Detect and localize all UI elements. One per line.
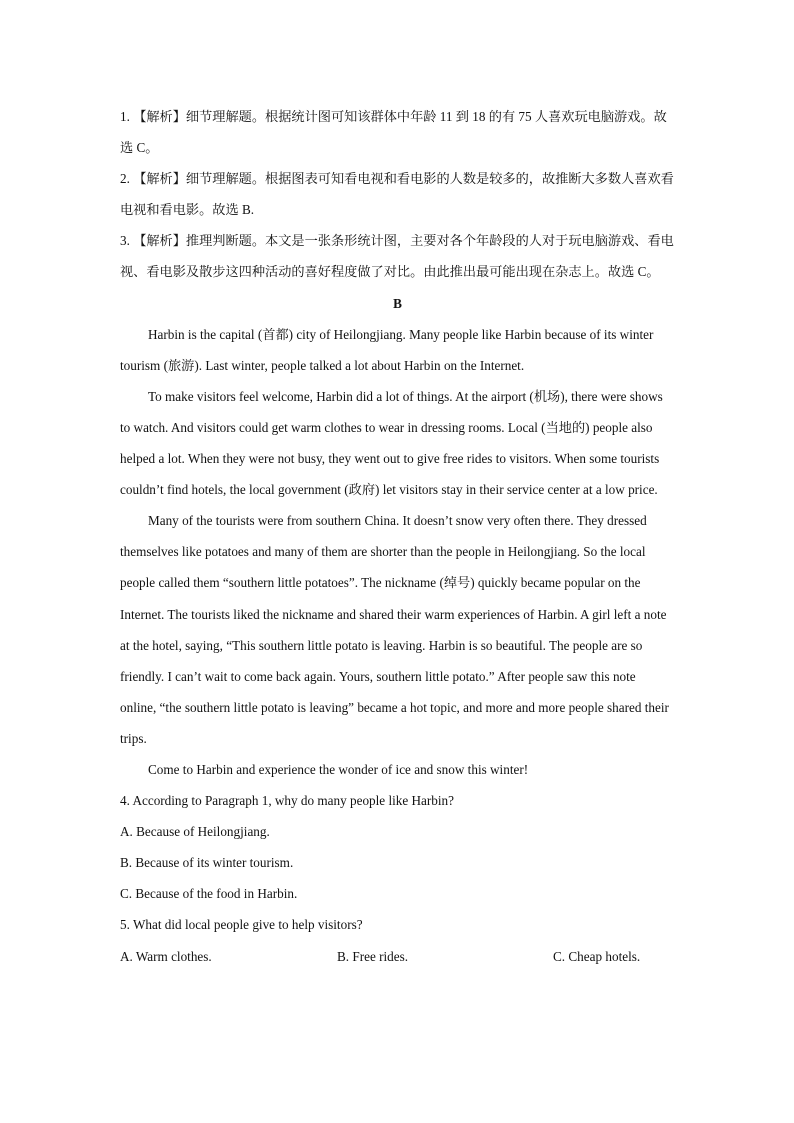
analysis-3: 3. 【解析】推理判断题。本文是一张条形统计图，主要对各个年龄段的人对于玩电脑游戏、看电视、看电影及散步这四种活动的喜好程度做了对比。由此推出最可能出现在杂志上。故选 C。 [120, 233, 674, 280]
document-page [120, 101, 675, 972]
passage-paragraph-1: Harbin is the capital (首都) city of Heilongjiang. Many people like Harbin because of its winter tourism (旅游). Last winter, people talked a lot about Harbin on the Internet. [120, 326, 654, 373]
question-4-option-c: C. Because of the food in Harbin. [120, 886, 298, 902]
passage-paragraph-2: To make visitors feel welcome, Harbin did a lot of things. At the airport (机场), there were shows to watch. And visitors could get warm clothes to wear in dressing rooms. Local (当地的) people also helped a lot. When they were not busy, they went out to give free rides to visitors. When some tourists couldn’t find hotels, the local government (政府) let visitors stay in their service center at a low price. [120, 388, 663, 498]
question-5-option-c: C. Cheap hotels. [553, 948, 641, 964]
section-label: B [393, 295, 402, 311]
passage-paragraph-3: Many of the tourists were from southern China. It doesn’t snow very often there. They dressed themselves like potatoes and many of them are shorter than the people in Heilongjiang. So the local people called them “southern little potatoes”. The nickname (绰号) quickly became popular on the Internet. The tourists liked the nickname and shared their warm experiences of Harbin. A girl left a note at the hotel, saying, “This southern little potato is leaving. Harbin is so beautiful. The people are so friendly. I can’t wait to come back again. Yours, southern little potato.” After people saw this note online, “the southern little potato is leaving” became a hot topic, and more and more people shared their trips. [120, 513, 669, 746]
question-4-stem: 4. According to Paragraph 1, why do many people like Harbin? [120, 793, 454, 809]
passage-paragraph-4: Come to Harbin and experience the wonder of ice and snow this winter! [148, 761, 529, 777]
question-4-option-a: A. Because of Heilongjiang. [120, 824, 270, 840]
question-5-option-a: A. Warm clothes. [120, 948, 212, 964]
question-5-option-b: B. Free rides. [337, 948, 409, 964]
question-4-option-b: B. Because of its winter tourism. [120, 855, 294, 871]
question-5-stem: 5. What did local people give to help visitors? [120, 917, 363, 933]
analysis-1: 1. 【解析】细节理解题。根据统计图可知该群体中年龄 11 到 18 的有 75 人喜欢玩电脑游戏。故选 C。 [120, 109, 667, 156]
question-5-options [120, 941, 675, 972]
analysis-2: 2. 【解析】细节理解题。根据图表可知看电视和看电影的人数是较多的，故推断大多数人喜欢看电视和看电影。故选 B. [120, 171, 674, 218]
